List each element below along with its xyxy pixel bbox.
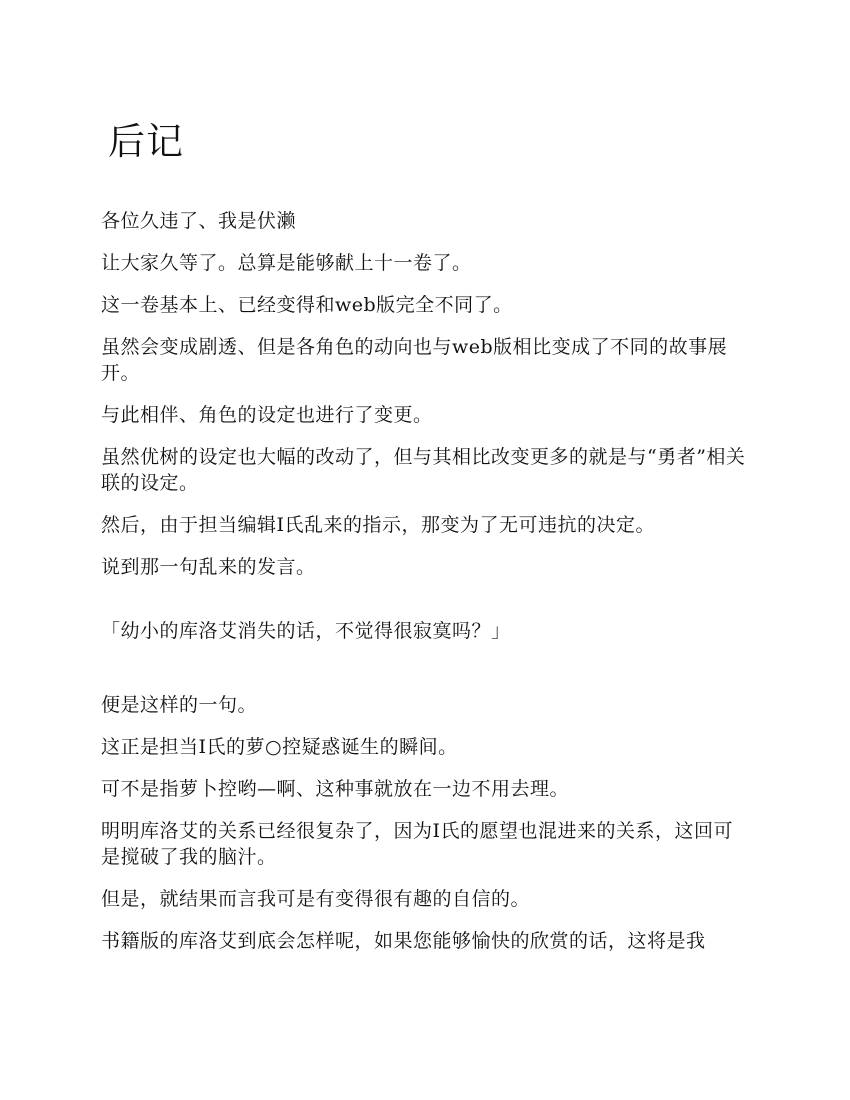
quoted-line: 「幼小的库洛艾消失的话，不觉得很寂寞吗？」 xyxy=(101,620,511,642)
paragraph-12: 可不是指萝卜控哟—啊、这种事就放在一边不用去理。 xyxy=(101,778,570,800)
paragraph-6: 虽然优树的设定也大幅的改动了，但与其相比改变更多的就是与“勇者”相关联的设定。 xyxy=(101,446,746,494)
paragraph-4: 虽然会变成剧透、但是各角色的动向也与web版相比变成了不同的故事展开。 xyxy=(101,336,728,384)
paragraph-3: 这一卷基本上、已经变得和web版完全不同了。 xyxy=(101,294,513,316)
paragraph-5: 与此相伴、角色的设定也进行了变更。 xyxy=(101,404,433,426)
paragraph-11: 这正是担当I氏的萝○控疑惑诞生的瞬间。 xyxy=(101,736,458,758)
paragraph-15: 书籍版的库洛艾到底会怎样呢，如果您能够愉快的欣赏的话，这将是我 xyxy=(101,930,706,952)
paragraph-14: 但是，就结果而言我可是有变得很有趣的自信的。 xyxy=(101,888,531,910)
paragraph-8: 说到那一句乱来的发言。 xyxy=(101,556,316,578)
paragraph-2: 让大家久等了。总算是能够献上十一卷了。 xyxy=(101,252,472,274)
paragraph-1: 各位久违了、我是伏濑 xyxy=(101,210,297,232)
page-title: 后记 xyxy=(108,120,184,163)
paragraph-13: 明明库洛艾的关系已经很复杂了，因为I氏的愿望也混进来的关系，这回可是搅破了我的脑汁。 xyxy=(101,820,734,868)
paragraph-10: 便是这样的一句。 xyxy=(101,694,258,716)
paragraph-7: 然后，由于担当编辑I氏乱来的指示，那变为了无可违抗的决定。 xyxy=(101,514,656,536)
body-text xyxy=(101,208,751,970)
